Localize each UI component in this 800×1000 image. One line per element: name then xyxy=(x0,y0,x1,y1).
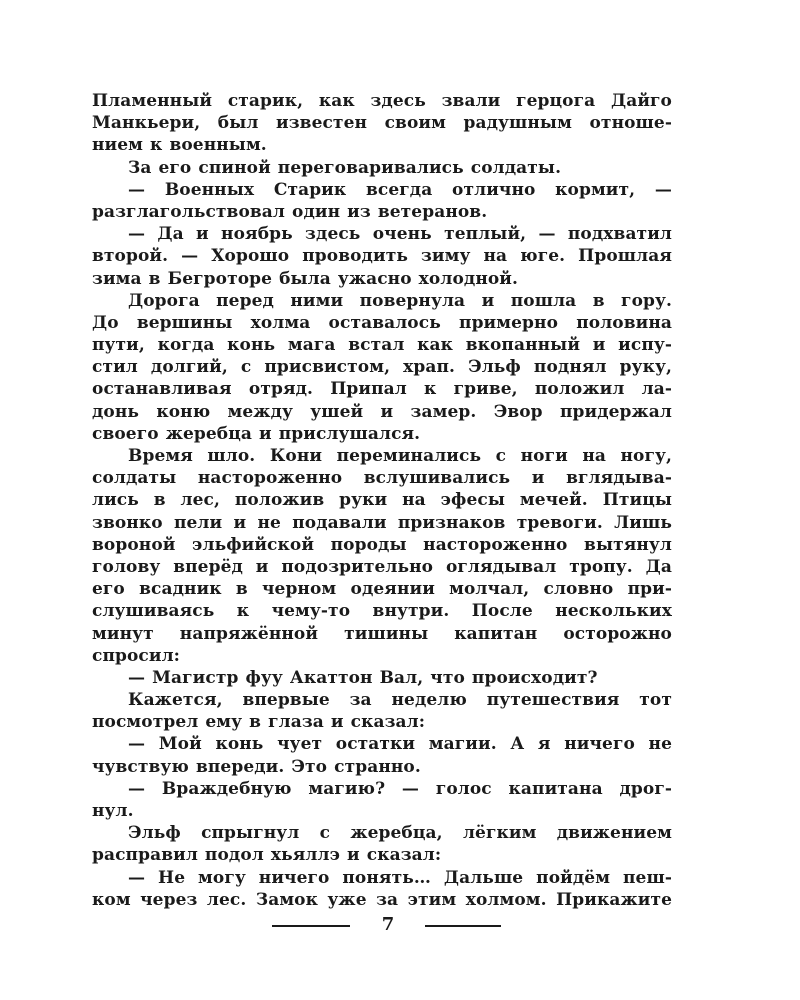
text-line: солдаты настороженно вслушивались и вглядыва- xyxy=(92,468,672,489)
text-line: слушиваясь к чему-то внутри. После нескольких xyxy=(92,601,672,622)
text-line: — Да и ноябрь здесь очень теплый, — подхватил xyxy=(128,224,672,245)
text-line: — Враждебную магию? — голос капитана дрог- xyxy=(128,778,672,799)
page-number: 7 xyxy=(381,914,395,935)
page-footer xyxy=(0,910,800,940)
footer-rule-left xyxy=(272,925,350,927)
footer-rule-right xyxy=(425,925,501,927)
page-body xyxy=(92,90,672,911)
text-line: его всадник в черном одеянии молчал, словно при- xyxy=(92,579,672,600)
text-line: разглагольствовал один из ветеранов. xyxy=(92,201,488,222)
text-line: нул. xyxy=(92,801,134,821)
text-line: посмотрел ему в глаза и сказал: xyxy=(92,712,426,733)
text-line: звонко пели и не подавали признаков тревоги. Лишь xyxy=(92,512,672,533)
text-line: лись в лес, положив руки на эфесы мечей. Птицы xyxy=(92,490,672,511)
text-line: Дорога перед ними повернула и пошла в гору. xyxy=(128,290,672,311)
text-line: зима в Бегроторе была ужасно холодной. xyxy=(92,268,519,289)
text-line: донь коню между ушей и замер. Эвор придержал xyxy=(92,401,672,422)
text-line: ком через лес. Замок уже за этим холмом. Прикажите xyxy=(92,889,672,910)
text-line: До вершины холма оставалось примерно половина xyxy=(92,312,672,333)
text-line: Пламенный старик, как здесь звали герцога Дайго xyxy=(92,91,672,111)
text-line: расправил подол хьяллэ и сказал: xyxy=(92,845,442,866)
text-line: останавливая отряд. Припал к гриве, положил ла- xyxy=(92,379,672,400)
text-line: пути, когда конь мага встал как вкопанный и испу- xyxy=(92,335,672,356)
text-line: нием к военным. xyxy=(92,135,267,156)
text-line: второй. — Хорошо проводить зиму на юге. Прошлая xyxy=(92,246,672,267)
text-line: Кажется, впервые за неделю путешествия тот xyxy=(128,690,672,711)
text-line: минут напряжённой тишины капитан осторожно xyxy=(92,623,672,644)
text-line: чувствую впереди. Это странно. xyxy=(92,756,421,777)
text-line: голову вперёд и подозрительно оглядывал тропу. Да xyxy=(92,556,672,577)
text-line: Манкьери, был известен своим радушным отноше- xyxy=(92,113,672,134)
text-line: — Мой конь чует остатки магии. А я ничего не xyxy=(128,734,672,755)
text-line: — Не могу ничего понять… Дальше пойдём пеш- xyxy=(128,867,672,888)
text-line: — Магистр фуу Акаттон Вал, что происходит? xyxy=(128,667,598,688)
text-line: стил долгий, с присвистом, храп. Эльф поднял руку, xyxy=(92,357,672,378)
text-line: вороной эльфийской породы настороженно вытянул xyxy=(92,534,672,555)
text-line: Эльф спрыгнул с жеребца, лёгким движением xyxy=(128,823,672,844)
text-line: — Военных Старик всегда отлично кормит, — xyxy=(128,179,672,200)
text-line: Время шло. Кони переминались с ноги на ногу, xyxy=(128,446,672,466)
text-line: спросил: xyxy=(92,645,181,666)
text-line: За его спиной переговаривались солдаты. xyxy=(128,157,562,178)
text-line: своего жеребца и прислушался. xyxy=(92,423,421,444)
